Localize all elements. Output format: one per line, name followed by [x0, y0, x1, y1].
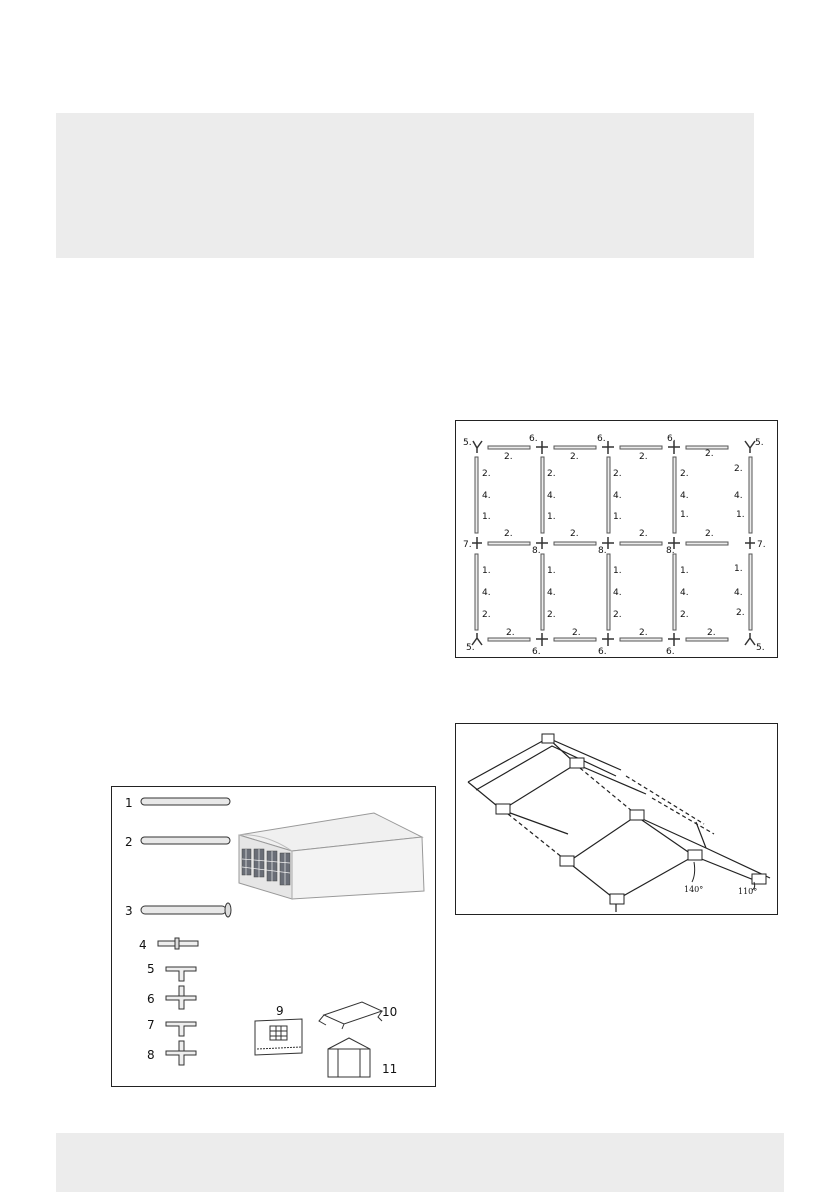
svg-text:2.: 2.	[705, 449, 714, 459]
svg-text:4.: 4.	[547, 588, 556, 598]
svg-text:1.: 1.	[680, 566, 689, 576]
svg-text:4.: 4.	[734, 588, 743, 598]
connector-8-icon	[166, 1041, 196, 1065]
parts-illustration	[112, 787, 435, 1086]
parts-panel	[111, 786, 436, 1087]
svg-text:1.: 1.	[613, 566, 622, 576]
svg-text:2.: 2.	[613, 469, 622, 479]
svg-text:1.: 1.	[613, 512, 622, 522]
svg-text:6.: 6.	[666, 647, 675, 657]
layout-panel	[455, 420, 778, 658]
foot-plate-icon	[225, 903, 231, 917]
angle-arrow-140-icon	[692, 862, 695, 882]
end-wall-11-icon	[328, 1038, 370, 1077]
svg-text:2.: 2.	[680, 610, 689, 620]
svg-text:2.: 2.	[736, 608, 745, 618]
roof-frame-panel	[455, 723, 778, 915]
svg-text:8.: 8.	[598, 546, 607, 556]
svg-text:2.: 2.	[506, 628, 515, 638]
svg-text:2.: 2.	[504, 529, 513, 539]
svg-text:2.: 2.	[639, 452, 648, 462]
svg-text:5.: 5.	[756, 643, 765, 653]
svg-text:4.: 4.	[613, 588, 622, 598]
frame-layout-diagram	[456, 421, 777, 657]
svg-text:1.: 1.	[547, 512, 556, 522]
svg-text:1.: 1.	[736, 510, 745, 520]
svg-text:2.: 2.	[639, 529, 648, 539]
part-label-2: 2	[125, 835, 133, 849]
svg-text:2.: 2.	[572, 628, 581, 638]
svg-text:2.: 2.	[707, 628, 716, 638]
svg-text:4.: 4.	[547, 491, 556, 501]
svg-text:1.: 1.	[482, 566, 491, 576]
connector-6-icon	[166, 986, 196, 1009]
svg-text:5.: 5.	[755, 438, 764, 448]
svg-text:4.: 4.	[482, 588, 491, 598]
svg-text:8.: 8.	[532, 546, 541, 556]
part-label-11: 11	[382, 1062, 398, 1076]
part-label-1: 1	[125, 796, 133, 810]
part-label-8: 8	[147, 1048, 155, 1062]
svg-text:2.: 2.	[570, 452, 579, 462]
svg-text:8.: 8.	[666, 546, 675, 556]
tent-image	[239, 813, 424, 899]
svg-text:2.: 2.	[482, 469, 491, 479]
part-label-4: 4	[139, 938, 147, 952]
header-band	[56, 113, 754, 258]
part-label-9: 9	[276, 1004, 284, 1018]
frame-joints	[496, 734, 766, 904]
footer-band	[56, 1133, 784, 1192]
roof-cover-10-icon	[319, 1002, 382, 1029]
svg-text:4.: 4.	[613, 491, 622, 501]
svg-text:6.: 6.	[597, 434, 606, 444]
svg-text:2.: 2.	[705, 529, 714, 539]
connector-5-icon	[166, 967, 196, 981]
svg-text:1.: 1.	[547, 566, 556, 576]
pole-1	[141, 798, 230, 805]
svg-text:7.: 7.	[757, 540, 766, 550]
svg-text:2.: 2.	[680, 469, 689, 479]
leg-pole-3	[141, 906, 226, 914]
part-label-10: 10	[382, 1005, 398, 1019]
svg-text:6.: 6.	[598, 647, 607, 657]
svg-text:6.: 6.	[529, 434, 538, 444]
window-panel-9-icon	[255, 1019, 302, 1055]
svg-text:2.: 2.	[504, 452, 513, 462]
svg-text:4.: 4.	[680, 588, 689, 598]
svg-text:5.: 5.	[466, 643, 475, 653]
connector-7-icon	[166, 1022, 196, 1036]
svg-text:2.: 2.	[639, 628, 648, 638]
svg-text:2.: 2.	[547, 610, 556, 620]
svg-text:2.: 2.	[613, 610, 622, 620]
roof-frame-diagram	[456, 724, 777, 914]
svg-text:2.: 2.	[734, 464, 743, 474]
svg-text:1.: 1.	[482, 512, 491, 522]
angle-label-110: 110°	[738, 887, 758, 896]
svg-text:4.: 4.	[734, 491, 743, 501]
svg-text:1.: 1.	[734, 564, 743, 574]
bottom-row-labels	[466, 628, 765, 657]
svg-text:6.: 6.	[667, 434, 676, 444]
svg-text:2.: 2.	[482, 610, 491, 620]
svg-text:2.: 2.	[547, 469, 556, 479]
roof-frame-lines	[468, 738, 770, 912]
svg-text:4.: 4.	[680, 491, 689, 501]
svg-text:6.: 6.	[532, 647, 541, 657]
part-label-6: 6	[147, 992, 155, 1006]
lower-column-labels	[482, 564, 745, 620]
svg-text:4.: 4.	[482, 491, 491, 501]
upper-column-labels	[482, 464, 745, 522]
pole-2	[141, 837, 230, 844]
svg-text:1.: 1.	[680, 510, 689, 520]
svg-text:5.: 5.	[463, 438, 472, 448]
part-label-5: 5	[147, 962, 155, 976]
angle-label-140: 140°	[684, 885, 704, 894]
svg-text:7.: 7.	[463, 540, 472, 550]
svg-text:2.: 2.	[570, 529, 579, 539]
part-label-7: 7	[147, 1018, 155, 1032]
part-label-3: 3	[125, 904, 133, 918]
